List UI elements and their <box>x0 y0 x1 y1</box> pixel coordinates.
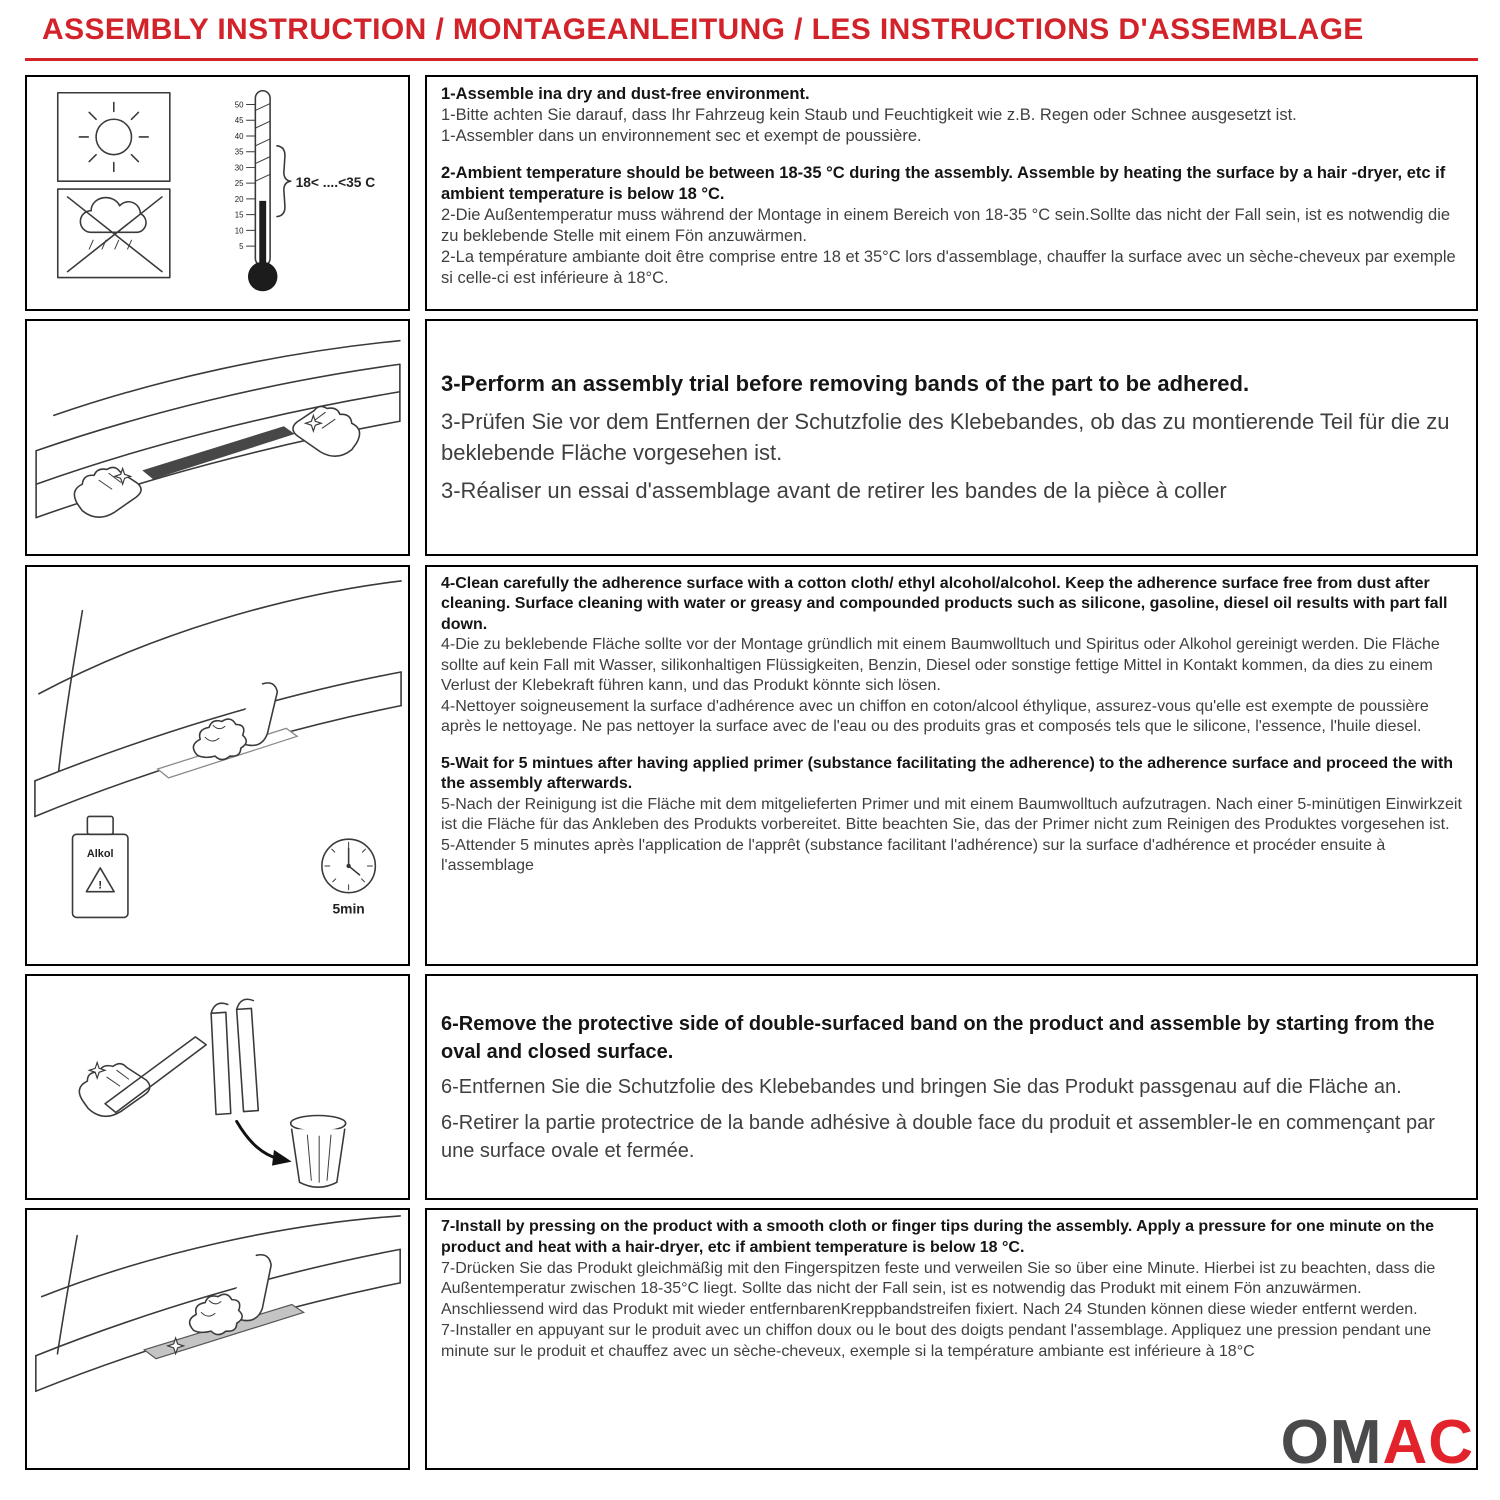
trial-fit-illustration-svg <box>27 321 408 554</box>
clock-icon <box>322 839 375 916</box>
instruction-paragraph: 1-Assembler dans un environnement sec et exempt de poussière. <box>441 126 922 145</box>
bottle-label: Alkol <box>86 848 114 861</box>
illustration-cleaning <box>25 565 410 966</box>
scale-tick: 35 <box>234 147 244 157</box>
illustration-remove-band <box>25 974 410 1200</box>
omac-logo <box>1280 1408 1474 1477</box>
instruction-paragraph: 7-Drücken Sie das Produkt gleichmäßig mit den Fingerspitzen feste und verweilen Sie so über eine Minute. Hierbei ist zu beachten, dass die Außentemperatur zwischen 18-35°C liegt. Sollte das nicht der Fall sein, ist es notwendig das Produkt mit einem Fön anzuwärmen. Anschliessend wird das Produkt mit wieder entfernbarenKreppbandstreifen fixiert. Nach 24 Stunden können diese wieder entfernt werden. <box>441 1259 1436 1319</box>
adhesive-strips <box>211 999 258 1114</box>
instruction-paragraph: 1-Bitte achten Sie darauf, dass Ihr Fahrzeug kein Staub und Feuchtigkeit wie z.B. Regen oder Schnee ausgesetzt ist. <box>441 105 1297 124</box>
range-bracket <box>277 146 291 217</box>
illustration-press <box>25 1208 410 1470</box>
scale-tick: 40 <box>234 131 244 141</box>
instruction-paragraph: 1-Assemble ina dry and dust-free environment. <box>441 85 810 103</box>
press-illustration-svg <box>27 1210 408 1468</box>
page-title: ASSEMBLY INSTRUCTION / MONTAGEANLEITUNG / LES INSTRUCTIONS D'ASSEMBLAGE <box>42 13 1364 46</box>
instruction-paragraph: 4-Nettoyer soigneusement la surface d'adhérence avec un chiffon en coton/alcool éthylique, assurez-vous qu'elle est exempte de poussière après le nettoyage. Ne pas nettoyer la surface avec de l'eau ou des produits gras et composés tels que le silicone, l'essence, l'huile diesel. <box>441 697 1429 736</box>
scale-tick: 30 <box>234 163 244 173</box>
instruction-paragraph: 5-Attender 5 minutes après l'application de l'apprêt (substance facilitant l'adhérence) sur la surface d'adhérence et procéder ensuite à l'assemblage <box>441 836 1386 875</box>
section-press <box>25 1208 1478 1470</box>
instructions-step-1-2 <box>425 75 1478 311</box>
instruction-paragraph: 3-Perform an assembly trial before removing bands of the part to be adhered. <box>441 371 1250 397</box>
instruction-paragraph: 4-Clean carefully the adherence surface with a cotton cloth/ ethyl alcohol/alcohol. Keep the adherence surface free from dust after cleaning. Surface cleaning with water or greasy and compounded products such as silicone, gasoline, diesel oil results with part fall down. <box>441 575 1448 633</box>
trim-strip <box>142 426 294 479</box>
instructions-step-6 <box>425 974 1478 1200</box>
instruction-paragraph: 5-Nach der Reinigung ist die Fläche mit dem mitgelieferten Primer und mit einem Baumwolltuch aufzutragen. Nach einer 5-minütigen Einwirkzeit ist die Fläche für das Ankleben des Produkts vorbereitet. Bitte beachten Sie, das der Primer nicht zum Reinigen des Produktes vorgesehen ist. <box>441 795 1462 834</box>
scale-tick: 5 <box>239 242 244 252</box>
trash-can-icon <box>291 1115 346 1187</box>
alcohol-bottle-icon <box>73 816 128 917</box>
scale-tick: 45 <box>234 116 244 126</box>
section-environment <box>25 75 1478 311</box>
instruction-paragraph: 2-Die Außentemperatur muss während der Montage in einem Bereich von 18-35 °C sein.Sollte das nicht der Fall sein, ist es notwendig die zu beklebende Stelle mit einem Fön anzuwärmen. <box>441 205 1451 245</box>
left-hand-icon <box>74 467 141 517</box>
cleaning-illustration-svg <box>27 567 408 964</box>
instruction-paragraph: 3-Réaliser un essai d'assemblage avant de retirer les bandes de la pièce à coller <box>441 477 1227 503</box>
illustration-temperature <box>25 75 410 311</box>
instruction-paragraph: 5-Wait for 5 mintues after having applied primer (substance facilitating the adherence) to the adherence surface and proceed the with the assembly afterwards. <box>441 754 1454 793</box>
scale-tick: 10 <box>234 226 244 236</box>
instruction-paragraph: 2-Ambient temperature should be between 18-35 °C during the assembly. Assemble by heating the surface by a hair -dryer, etc if ambient temperature is below 18 °C. <box>441 163 1446 203</box>
scale-tick: 15 <box>234 210 244 220</box>
instructions-step-4-5 <box>425 565 1478 966</box>
instruction-paragraph: 7-Install by pressing on the product with a smooth cloth or finger tips during the assembly. Apply a pressure for one minute on the product and heat with a hair-dryer, etc if ambient temperature is below 18 °C. <box>441 1218 1434 1256</box>
holding-hand-icon <box>79 1064 149 1117</box>
section-cleaning <box>25 565 1478 966</box>
scale-tick: 20 <box>234 194 244 204</box>
instruction-paragraph: 7-Installer en appuyant sur le produit avec un chiffon doux ou le bout des doigts pendant l'assemblage. Appliquez une pression pendant une minute sur le produit et chauffez avec un sèche-cheveux, exemple si la température ambiante est inférieure à 18°C <box>441 1321 1432 1360</box>
temperature-illustration-svg <box>27 77 408 309</box>
scale-tick: 25 <box>234 179 244 189</box>
section-trial-fit <box>25 319 1478 556</box>
instruction-paragraph: 6-Retirer la partie protectrice de la bande adhésive à double face du produit et assembler-le en commençant par une surface ovale et fermée. <box>441 1111 1435 1163</box>
clock-label: 5min <box>332 900 365 917</box>
arrow <box>237 1121 278 1158</box>
instructions-step-3 <box>425 319 1478 556</box>
right-hand-icon <box>293 406 360 456</box>
remove-band-illustration-svg <box>27 976 408 1198</box>
instruction-paragraph: 6-Remove the protective side of double-surfaced band on the product and assemble by starting from the oval and closed surface. <box>441 1012 1435 1063</box>
instruction-paragraph: 3-Prüfen Sie vor dem Entfernen der Schutzfolie des Klebebandes, ob das zu montierende Teil für die zu beklebende Fläche vorgesehen ist. <box>441 409 1450 465</box>
temperature-range-label: 18< ....<35 C <box>295 175 376 191</box>
warning-mark: ! <box>98 879 103 892</box>
instruction-paragraph: 4-Die zu beklebende Fläche sollte vor der Montage gründlich mit einem Baumwolltuch und Spiritus oder Alkohol gereinigt werden. Die Fläche sollte auf kein Fall mit Wasser, silikonhaltigen Flüssigkeiten, Benzin, Diesel oder sonstige fettige Mittel in Kontakt kommen, da dies zu einem Verlust der Klebekraft führen kann, und das Produkt könnte sich lösen. <box>441 636 1440 695</box>
door-sill-sketch <box>35 581 401 817</box>
omac-logo-red: AC <box>1382 1408 1474 1477</box>
illustration-trial-fit <box>25 319 410 556</box>
section-remove-band <box>25 974 1478 1200</box>
instruction-paragraph: 6-Entfernen Sie die Schutzfolie des Klebebandes und bringen Sie das Produkt passgenau auf die Fläche an. <box>441 1076 1402 1099</box>
thermometer-icon <box>235 91 278 292</box>
instruction-paragraph: 2-La température ambiante doit être comprise entre 18 et 35°C lors d'assemblage, chauffer la surface avec un sèche-cheveux par exemple si celle-ci est inférieure à 18°C. <box>441 247 1456 287</box>
title-divider <box>25 58 1478 61</box>
arrow-head <box>272 1150 292 1166</box>
omac-logo-dark: OM <box>1280 1408 1383 1477</box>
scale-tick: 50 <box>234 100 244 110</box>
